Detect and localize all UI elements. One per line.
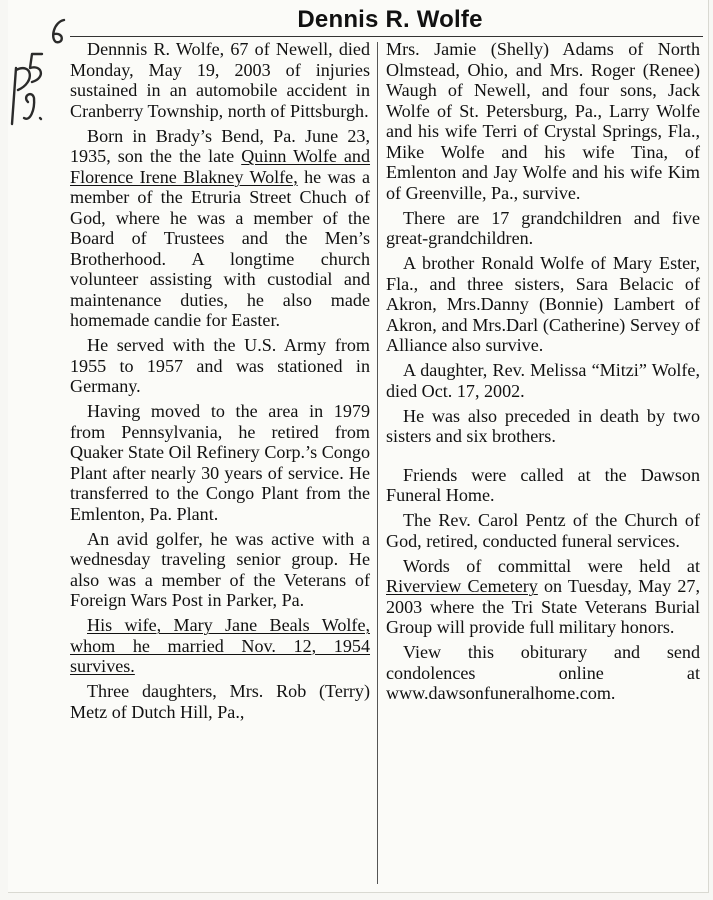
handwritten-page-note [2,6,72,136]
committal-details: on Tuesday, May 27, 2003 where the Tri State Veterans Burial Group will provide full military honors. [386,576,700,637]
obit-paragraph-wife [70,615,370,677]
cemetery-underlined: Riverview Cemetery [386,576,538,596]
obit-paragraph-career: Having moved to the area in 1979 from Pennsylvania, he retired from Quaker State Oil Refinery Corp.’s Congo Plant after nearly 30 years of service. He transferred to the Congo Plant from the Emlenton, Pa. Plant. [70,401,370,524]
obit-paragraph-services: The Rev. Carol Pentz of the Church of God, retired, conducted funeral services. [386,510,700,551]
church-text: he was a member of the Etruria Street Chuch of God, where he was a member of the Board of Trustees and the Men’s Brotherhood. A longtime church volunteer assisting with custodial and maintenance duties, he also made homemade candie for Easter. [70,166,370,330]
obit-paragraph-daughters: Three daughters, Mrs. Rob (Terry) Metz of Dutch Hill, Pa., [70,681,370,722]
obit-paragraph-golf: An avid golfer, he was active with a wednesday traveling senior group. He also was a member of the Veterans of Foreign Wars Post in Parker, Pa. [70,528,370,610]
obit-paragraph-army: He served with the U.S. Army from 1955 to 1957 and was stationed in Germany. [70,335,370,396]
obit-paragraph-survivors: Mrs. Jamie (Shelly) Adams of North Olmstead, Ohio, and Mrs. Roger (Renee) Waugh of Newell, and four sons, Jack Wolfe of St. Petersburg, Pa., Larry Wolfe and his wife Terri of Crystal Springs, Fla., Mike Wolfe and his wife Tina, of Emlenton and Jay Wolfe and his wife Kim of Greenville, Pa., survive. [386,39,700,203]
parents-underlined: Quinn Wolfe and Florence Irene Blakney Wolfe, [70,146,371,187]
obit-paragraph-daughter-death: A daughter, Rev. Melissa “Mitzi” Wolfe, died Oct. 17, 2002. [386,360,700,401]
left-column [70,39,370,727]
committal-text: Words of committal were held at [403,555,700,576]
obit-paragraph-siblings: A brother Ronald Wolfe of Mary Ester, Fla., and three sisters, Sara Belacic of Akron, Mrs.Danny (Bonnie) Lambert of Akron, and Mrs.Darl (Catherine) Servey of Alliance also survive. [386,253,700,355]
right-column [386,39,700,708]
obit-paragraph-death: Dennnis R. Wolfe, 67 of Newell, died Monday, May 19, 2003 of injuries sustained in an automobile accident in Cranberry Township, north of Pittsburgh. [70,39,370,121]
wife-underlined: His wife, Mary Jane Beals Wolfe, whom he married Nov. 12, 1954 survives. [70,615,370,676]
obit-paragraph-birth [70,126,370,331]
obituary-title: Dennis R. Wolfe [297,6,483,33]
column-divider [377,42,378,884]
obit-paragraph-preceded: He was also preceded in death by two sisters and six brothers. [386,405,700,446]
obit-paragraph-funeral-home: Friends were called at the Dawson Funeral Home. [386,464,700,505]
obit-paragraph-committal [386,556,700,638]
obit-paragraph-online: View this obiturary and send condolences online at www.dawsonfuneralhome.com. [386,642,700,703]
obit-paragraph-grandchildren: There are 17 grandchildren and five great-grandchildren. [386,207,700,248]
birth-text: Born in Brady’s Bend, Pa. June 23, 1935, son the the late [70,125,370,166]
title-rule [70,36,703,37]
